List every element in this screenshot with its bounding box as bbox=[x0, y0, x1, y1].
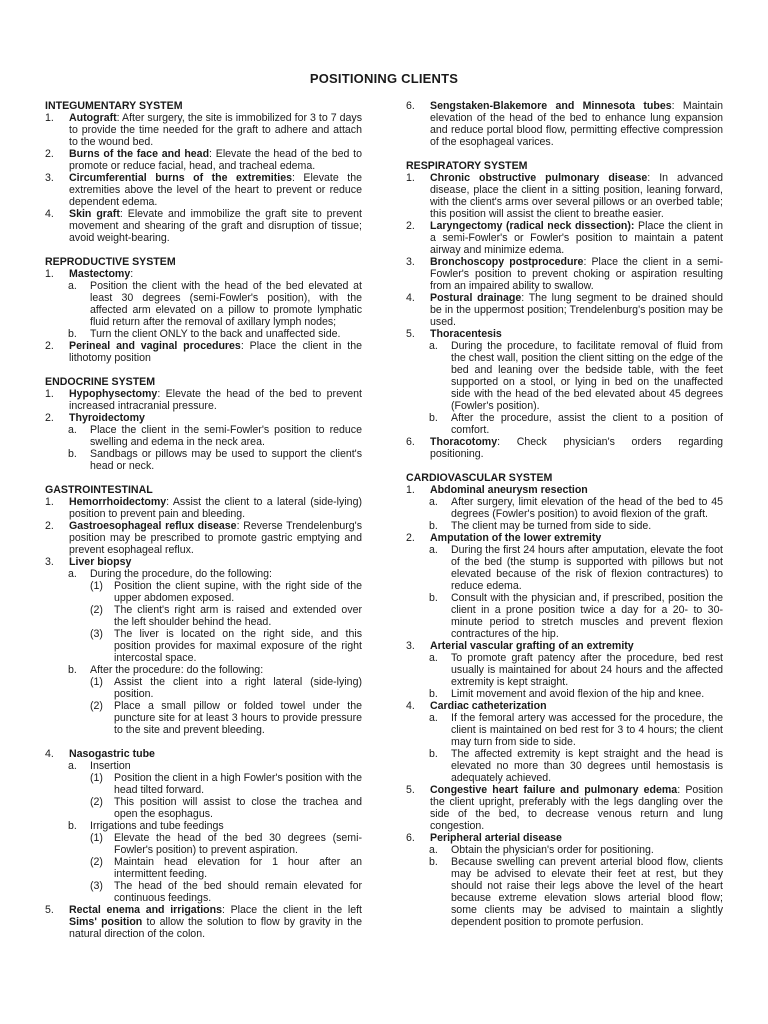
item-number: 2. bbox=[45, 340, 54, 352]
item-text bbox=[69, 412, 362, 424]
item-description: to allow the solution to flow by gravity in the natural direction of the colon. bbox=[69, 916, 362, 940]
sub-item bbox=[69, 280, 362, 328]
item-description: : Reverse Trendelenburg's position may be prescribed to promote gastric emptying and prevent esophageal reflux. bbox=[69, 520, 362, 556]
item-text bbox=[69, 904, 362, 940]
sub-item-text: The affected extremity is kept straight and the head is elevated no more than 30 degrees until hemostasis is adequately achieved. bbox=[451, 748, 723, 784]
sub-item-text: After the procedure, assist the client to a position of comfort. bbox=[451, 412, 723, 436]
sub-item-text: During the first 24 hours after amputation, elevate the foot of the bed (the stump is supported with pillows but not elevated because of the risk of flexion contractures) to reduce edema. bbox=[451, 544, 723, 592]
sub-item-text: Turn the client ONLY to the back and unaffected side. bbox=[90, 328, 341, 340]
item-term: Thoracotomy bbox=[430, 436, 498, 448]
item-description: : Place the client in the left bbox=[222, 904, 362, 916]
list-item bbox=[406, 532, 723, 640]
item-text bbox=[430, 784, 723, 832]
sub-item bbox=[430, 712, 723, 748]
sub-list bbox=[430, 844, 723, 928]
item-term: Postural drainage bbox=[430, 292, 522, 304]
subsub-item-number: (2) bbox=[90, 856, 103, 868]
item-text bbox=[69, 520, 362, 556]
item-text bbox=[430, 100, 723, 148]
sub-item bbox=[69, 424, 362, 448]
item-number: 2. bbox=[45, 412, 54, 424]
subsub-item-number: (3) bbox=[90, 880, 103, 892]
list-item bbox=[45, 556, 362, 748]
sub-item-letter: a. bbox=[429, 844, 438, 856]
item-number: 6. bbox=[406, 436, 415, 448]
sub-item-text: The client may be turned from side to side. bbox=[451, 520, 652, 532]
subsub-item-number: (3) bbox=[90, 628, 103, 640]
item-term: Burns of the face and head bbox=[69, 148, 210, 160]
item-text bbox=[430, 640, 723, 652]
subsub-item bbox=[90, 676, 362, 700]
item-number: 5. bbox=[45, 904, 54, 916]
sub-item-text: If the femoral artery was accessed for the procedure, the client is maintained on bed rest for 3 to 4 hours; the client may turn from side to side. bbox=[451, 712, 723, 748]
section bbox=[45, 376, 362, 472]
subsub-item-number: (1) bbox=[90, 580, 103, 592]
item-text bbox=[430, 220, 723, 256]
item-description: : The lung segment to be drained should be in the uppermost position; Trendelenburg's position may be used. bbox=[430, 292, 724, 328]
item-number: 6. bbox=[406, 100, 415, 112]
item-description: : Maintain elevation of the head of the bed to enhance lung expansion and reduce portal blood flow, permitting effective compression of the esophageal varices. bbox=[430, 100, 723, 148]
item-term: Sengstaken-Blakemore and Minnesota tubes bbox=[430, 100, 672, 112]
item-text bbox=[69, 388, 362, 412]
item-list bbox=[406, 100, 723, 148]
item-text bbox=[69, 748, 362, 760]
sub-item-letter: b. bbox=[429, 748, 438, 760]
sub-item-letter: b. bbox=[429, 412, 438, 424]
spacer bbox=[69, 736, 362, 748]
item-term: Rectal enema and irrigations bbox=[69, 904, 222, 916]
sub-item-letter: a. bbox=[429, 544, 438, 556]
list-item bbox=[406, 328, 723, 436]
sub-list bbox=[430, 340, 723, 436]
item-text bbox=[430, 436, 723, 460]
sub-item bbox=[430, 856, 723, 928]
section-title: CARDIOVASCULAR SYSTEM bbox=[406, 472, 553, 484]
list-item bbox=[406, 640, 723, 700]
list-item bbox=[406, 256, 723, 292]
section-title: GASTROINTESTINAL bbox=[45, 484, 153, 496]
list-item bbox=[406, 100, 723, 148]
section-title: INTEGUMENTARY SYSTEM bbox=[45, 100, 183, 112]
sub-item-text: Because swelling can prevent arterial blood flow, clients may be advised to elevate their feet at rest, but they should not raise their legs above the level of the heart because extreme elevation slows arterial blood flow; some clients may be advised to maintain a slightly dependent position to promote perfusion. bbox=[451, 856, 723, 928]
item-text bbox=[69, 148, 362, 172]
item-number: 4. bbox=[45, 748, 54, 760]
sub-item bbox=[69, 448, 362, 472]
subsub-list bbox=[90, 772, 362, 820]
sub-item-letter: a. bbox=[68, 568, 77, 580]
section bbox=[406, 100, 723, 148]
sub-item-letter: a. bbox=[68, 424, 77, 436]
item-number: 4. bbox=[406, 292, 415, 304]
item-text bbox=[430, 484, 723, 496]
item-list bbox=[45, 388, 362, 472]
sub-item bbox=[430, 652, 723, 688]
item-text bbox=[69, 340, 362, 364]
list-item bbox=[406, 832, 723, 928]
list-item bbox=[45, 388, 362, 412]
sub-item-text: After surgery, limit elevation of the head of the bed to 45 degrees (Fowler's position) to avoid flexion of the graft. bbox=[451, 496, 723, 520]
page-title: POSITIONING CLIENTS bbox=[309, 71, 459, 86]
subsub-item-text: The liver is located on the right side, and this position provides for maximal exposure of the right intercostal space. bbox=[114, 628, 362, 664]
section-title: REPRODUCTIVE SYSTEM bbox=[45, 256, 176, 268]
item-description: : Elevate and immobilize the graft site to prevent movement and shearing of the graft and disruption of tissue; avoid weight-bearing. bbox=[69, 208, 362, 244]
sub-item-text: During the procedure, to facilitate removal of fluid from the chest wall, position the client sitting on the edge of the bed and leaning over the bedside table, with the feet supported on a stool, or lying in bed on the unaffected side with the head of the bed elevated about 45 degrees (Fowler's position). bbox=[451, 340, 723, 412]
sub-item-text: Sandbags or pillows may be used to support the client's head or neck. bbox=[90, 448, 362, 472]
sub-item-letter: b. bbox=[68, 328, 77, 340]
item-term: Thyroidectomy bbox=[69, 412, 145, 424]
item-term: Abdominal aneurysm resection bbox=[430, 484, 588, 496]
item-number: 3. bbox=[45, 172, 54, 184]
item-term: Nasogastric tube bbox=[69, 748, 155, 760]
sub-item-letter: a. bbox=[68, 760, 77, 772]
sub-item bbox=[69, 820, 362, 904]
item-number: 2. bbox=[45, 520, 54, 532]
item-term: Mastectomy bbox=[69, 268, 131, 280]
item-term: Autograft bbox=[69, 112, 117, 124]
sub-list bbox=[430, 544, 723, 640]
item-term: Gastroesophageal reflux disease bbox=[69, 520, 237, 532]
list-item bbox=[406, 220, 723, 256]
item-description: : Elevate the head of the bed to promote or reduce facial, head, and tracheal edema. bbox=[69, 148, 362, 172]
sub-item-text: Place the client in the semi-Fowler's position to reduce swelling and edema in the neck area. bbox=[90, 424, 362, 448]
sub-list bbox=[430, 496, 723, 532]
subsub-item-number: (2) bbox=[90, 700, 103, 712]
sub-item-text: Consult with the physician and, if prescribed, position the client in a prone position twice a day for a 20- to 30-minute period to stretch muscles and prevent flexion contractures of the hip. bbox=[451, 592, 723, 640]
section-title: ENDOCRINE SYSTEM bbox=[45, 376, 156, 388]
subsub-item-text: The head of the bed should remain elevated for continuous feedings. bbox=[114, 880, 362, 904]
subsub-item-text: Position the client in a high Fowler's position with the head tilted forward. bbox=[114, 772, 362, 796]
item-list bbox=[406, 484, 723, 928]
item-text bbox=[430, 700, 723, 712]
sub-item bbox=[430, 496, 723, 520]
item-text bbox=[430, 256, 723, 292]
list-item bbox=[45, 520, 362, 556]
sub-item-text: During the procedure, do the following: bbox=[90, 568, 272, 580]
subsub-item bbox=[90, 880, 362, 904]
item-number: 1. bbox=[45, 268, 54, 280]
subsub-item-text: Place a small pillow or folded towel under the puncture site for at least 3 hours to provide pressure to the site and prevent bleeding. bbox=[114, 700, 362, 736]
sub-item bbox=[430, 544, 723, 592]
sub-item-letter: b. bbox=[68, 448, 77, 460]
subsub-item bbox=[90, 628, 362, 664]
item-term: Circumferential burns of the extremities bbox=[69, 172, 292, 184]
list-item bbox=[406, 484, 723, 532]
sub-item-letter: b. bbox=[429, 688, 438, 700]
list-item bbox=[406, 700, 723, 784]
item-number: 6. bbox=[406, 832, 415, 844]
item-description: : Place the client in a semi-Fowler's position to prevent choking or aspiration resulting from an impaired ability to swallow. bbox=[430, 256, 723, 292]
subsub-item bbox=[90, 580, 362, 604]
section bbox=[45, 100, 362, 244]
subsub-item bbox=[90, 796, 362, 820]
list-item bbox=[45, 148, 362, 172]
sub-item-letter: a. bbox=[429, 340, 438, 352]
section bbox=[406, 472, 723, 928]
sub-item bbox=[430, 748, 723, 784]
item-text bbox=[430, 328, 723, 340]
item-description: Place the client in a semi-Fowler's or Fowler's position to maintain a patent airway and minimize edema. bbox=[430, 220, 723, 256]
sub-item bbox=[69, 760, 362, 820]
item-term: Hemorrhoidectomy bbox=[69, 496, 167, 508]
item-list bbox=[45, 496, 362, 940]
list-item bbox=[45, 172, 362, 208]
sub-item-letter: b. bbox=[429, 520, 438, 532]
item-number: 4. bbox=[406, 700, 415, 712]
item-text bbox=[69, 496, 362, 520]
item-number: 5. bbox=[406, 328, 415, 340]
item-number: 2. bbox=[45, 148, 54, 160]
subsub-list bbox=[90, 832, 362, 904]
item-text bbox=[430, 532, 723, 544]
subsub-item bbox=[90, 604, 362, 628]
item-description: : Elevate the extremities above the level of the heart to prevent or reduce dependent edema. bbox=[69, 172, 362, 208]
left-column bbox=[45, 100, 362, 952]
item-term: Liver biopsy bbox=[69, 556, 132, 568]
item-number: 2. bbox=[406, 532, 415, 544]
item-term: Arterial vascular grafting of an extremity bbox=[430, 640, 634, 652]
sub-item-letter: a. bbox=[68, 280, 77, 292]
item-list bbox=[406, 172, 723, 460]
sub-item-text: Irrigations and tube feedings bbox=[90, 820, 224, 832]
sub-item bbox=[430, 688, 723, 700]
sub-item-letter: a. bbox=[429, 712, 438, 724]
list-item bbox=[45, 496, 362, 520]
item-description: : Assist the client to a lateral (side-lying) position to prevent pain and bleeding. bbox=[69, 496, 362, 520]
item-term: Bronchoscopy postprocedure bbox=[430, 256, 584, 268]
item-text bbox=[69, 112, 362, 148]
item-text bbox=[69, 268, 362, 280]
list-item bbox=[406, 292, 723, 328]
subsub-item bbox=[90, 856, 362, 880]
subsub-item-number: (2) bbox=[90, 604, 103, 616]
list-item bbox=[45, 112, 362, 148]
item-number: 3. bbox=[406, 640, 415, 652]
subsub-item-text: Assist the client into a right lateral (side-lying) position. bbox=[114, 676, 362, 700]
sub-list bbox=[69, 760, 362, 904]
sub-item bbox=[69, 328, 362, 340]
item-term: Laryngectomy (radical neck dissection): bbox=[430, 220, 635, 232]
sub-item-text: Position the client with the head of the bed elevated at least 30 degrees (semi-Fowler's position), with the affected arm elevated on a pillow to promote lymphatic fluid return after the removal of axillary lymph nodes; bbox=[90, 280, 362, 328]
item-number: 2. bbox=[406, 220, 415, 232]
list-item bbox=[45, 268, 362, 340]
item-number: 3. bbox=[45, 556, 54, 568]
item-text bbox=[430, 172, 723, 220]
subsub-item bbox=[90, 772, 362, 796]
section-title: RESPIRATORY SYSTEM bbox=[406, 160, 528, 172]
sub-item-text: After the procedure: do the following: bbox=[90, 664, 264, 676]
sub-item bbox=[430, 520, 723, 532]
item-number: 1. bbox=[45, 112, 54, 124]
subsub-list bbox=[90, 580, 362, 664]
item-text bbox=[430, 832, 723, 844]
subsub-item-text: This position will assist to close the trachea and open the esophagus. bbox=[114, 796, 362, 820]
sub-item bbox=[69, 568, 362, 664]
sub-list bbox=[69, 424, 362, 472]
section bbox=[406, 160, 723, 460]
item-list bbox=[45, 268, 362, 364]
item-term: Hypophysectomy bbox=[69, 388, 158, 400]
item-term: Skin graft bbox=[69, 208, 120, 220]
list-item bbox=[45, 208, 362, 244]
list-item bbox=[45, 340, 362, 364]
item-term: Chronic obstructive pulmonary disease bbox=[430, 172, 648, 184]
list-item bbox=[45, 748, 362, 904]
item-number: 1. bbox=[406, 484, 415, 496]
sub-list bbox=[430, 652, 723, 700]
subsub-item-number: (2) bbox=[90, 796, 103, 808]
sub-item bbox=[430, 844, 723, 856]
subsub-item-text: The client's right arm is raised and extended over the left shoulder behind the head. bbox=[114, 604, 362, 628]
item-number: 1. bbox=[406, 172, 415, 184]
sub-item-letter: a. bbox=[429, 652, 438, 664]
item-description: : Check physician's orders regarding positioning. bbox=[430, 436, 723, 460]
sub-item-letter: b. bbox=[68, 664, 77, 676]
item-description: : After surgery, the site is immobilized for 3 to 7 days to provide the time needed for the graft to adhere and attach to the wound bed. bbox=[69, 112, 362, 148]
sub-item-text: Insertion bbox=[90, 760, 131, 772]
item-description: : Position the client upright, preferably with the legs dangling over the side of the bed, to decrease venous return and lung congestion. bbox=[430, 784, 724, 832]
item-text bbox=[69, 172, 362, 208]
item-number: 4. bbox=[45, 208, 54, 220]
item-term: Amputation of the lower extremity bbox=[430, 532, 602, 544]
sub-item bbox=[430, 592, 723, 640]
sub-list bbox=[69, 280, 362, 340]
item-term: Cardiac catheterization bbox=[430, 700, 547, 712]
item-description: : Elevate the head of the bed to prevent increased intracranial pressure. bbox=[69, 388, 362, 412]
sub-item-text: Obtain the physician's order for positioning. bbox=[451, 844, 654, 856]
item-list bbox=[45, 112, 362, 244]
right-column bbox=[406, 100, 723, 940]
subsub-item-text: Elevate the head of the bed 30 degrees (semi-Fowler's position) to prevent aspiration. bbox=[114, 832, 362, 856]
item-term: Congestive heart failure and pulmonary edema bbox=[430, 784, 678, 796]
sub-item-letter: b. bbox=[429, 592, 438, 604]
subsub-item-number: (1) bbox=[90, 676, 103, 688]
item-text bbox=[69, 208, 362, 244]
sub-item-text: To promote graft patency after the procedure, bed rest usually is maintained for about 24 hours and the affected extremity is kept straight. bbox=[451, 652, 723, 688]
section bbox=[45, 484, 362, 940]
sub-item-letter: a. bbox=[429, 496, 438, 508]
item-term: Sims' position bbox=[69, 916, 143, 928]
item-number: 5. bbox=[406, 784, 415, 796]
subsub-item bbox=[90, 832, 362, 856]
item-text bbox=[430, 292, 723, 328]
sub-item bbox=[430, 412, 723, 436]
sub-item bbox=[69, 664, 362, 736]
item-description: : Place the client in the lithotomy position bbox=[69, 340, 362, 364]
item-number: 1. bbox=[45, 388, 54, 400]
subsub-item-text: Maintain head elevation for 1 hour after an intermittent feeding. bbox=[114, 856, 362, 880]
section bbox=[45, 256, 362, 364]
list-item bbox=[406, 436, 723, 460]
item-term: Peripheral arterial disease bbox=[430, 832, 562, 844]
item-text bbox=[69, 556, 362, 568]
sub-item-letter: b. bbox=[68, 820, 77, 832]
list-item bbox=[406, 784, 723, 832]
item-description: : In advanced disease, place the client in a sitting position, leaning forward, with the client's arms over several pillows or an overbed table; this position will assist the client to breathe easier. bbox=[430, 172, 724, 220]
list-item bbox=[45, 412, 362, 472]
item-number: 3. bbox=[406, 256, 415, 268]
item-term: Thoracentesis bbox=[430, 328, 502, 340]
item-description: : bbox=[130, 268, 134, 280]
sub-item bbox=[430, 340, 723, 412]
sub-list bbox=[430, 712, 723, 784]
subsub-item-text: Position the client supine, with the right side of the upper abdomen exposed. bbox=[114, 580, 362, 604]
sub-item-letter: b. bbox=[429, 856, 438, 868]
subsub-list bbox=[90, 676, 362, 736]
item-term: Perineal and vaginal procedures bbox=[69, 340, 241, 352]
sub-item-text: Limit movement and avoid flexion of the hip and knee. bbox=[451, 688, 705, 700]
list-item bbox=[406, 172, 723, 220]
subsub-item-number: (1) bbox=[90, 772, 103, 784]
item-number: 1. bbox=[45, 496, 54, 508]
sub-list bbox=[69, 568, 362, 736]
subsub-item bbox=[90, 700, 362, 736]
list-item bbox=[45, 904, 362, 940]
subsub-item-number: (1) bbox=[90, 832, 103, 844]
